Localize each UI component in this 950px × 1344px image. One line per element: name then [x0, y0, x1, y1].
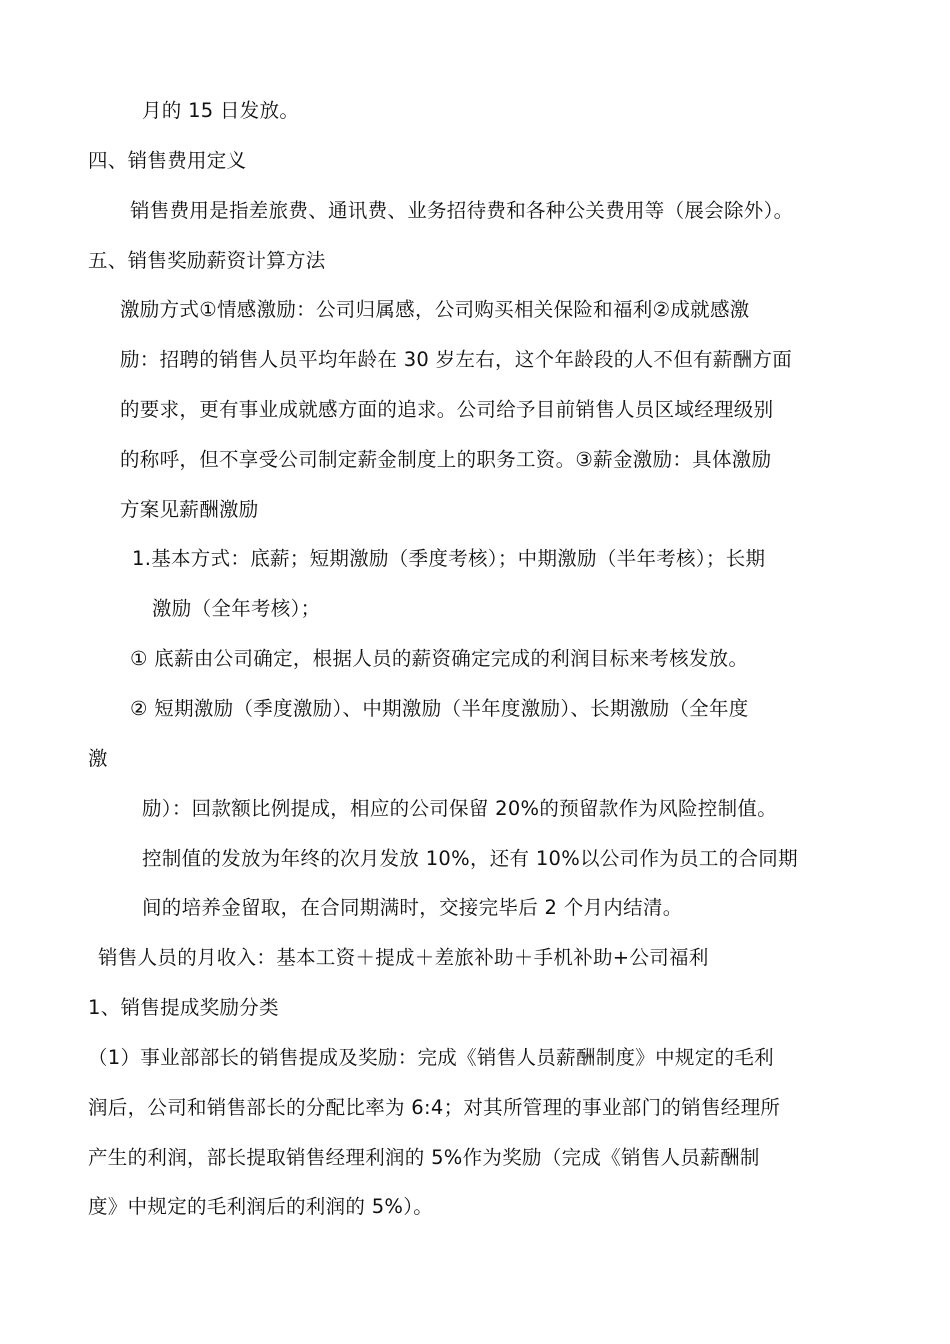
text-line: 方案见薪酬激励 [120, 498, 259, 521]
text-line: 1.基本方式：底薪；短期激励（季度考核）；中期激励（半年考核）；长期 [132, 547, 766, 570]
text-line: 激 [88, 747, 108, 770]
list-item: ② 短期激励（季度激励）、中期激励（半年度激励）、长期激励（全年度 [130, 697, 749, 720]
text-line: 的称呼，但不享受公司制定薪金制度上的职务工资。③薪金激励：具体激励 [120, 448, 772, 471]
text-line: 间的培养金留取，在合同期满时，交接完毕后 2 个月内结清。 [142, 896, 683, 919]
text-line: 激励方式①情感激励：公司归属感，公司购买相关保险和福利②成就感激 [120, 298, 750, 321]
text-line: 月的 15 日发放。 [142, 99, 300, 122]
text-line: 销售人员的月收入：基本工资＋提成＋差旅补助＋手机补助+公司福利 [98, 946, 709, 969]
section-heading: 1、销售提成奖励分类 [88, 996, 279, 1019]
section-heading: 四、销售费用定义 [88, 149, 247, 172]
text-line: 销售费用是指差旅费、通讯费、业务招待费和各种公关费用等（展会除外）。 [130, 199, 794, 222]
text-line: 控制值的发放为年终的次月发放 10%，还有 10%以公司作为员工的合同期 [142, 847, 798, 870]
text-line: （1）事业部部长的销售提成及奖励：完成《销售人员薪酬制度》中规定的毛利 [88, 1046, 774, 1069]
text-line: 产生的利润，部长提取销售经理利润的 5%作为奖励（完成《销售人员薪酬制 [88, 1146, 760, 1169]
text-line: 励：招聘的销售人员平均年龄在 30 岁左右，这个年龄段的人不但有薪酬方面 [120, 348, 793, 371]
text-line: 度》中规定的毛利润后的利润的 5%）。 [88, 1195, 434, 1218]
text-line: 励）：回款额比例提成，相应的公司保留 20%的预留款作为风险控制值。 [142, 797, 777, 820]
section-heading: 五、销售奖励薪资计算方法 [88, 249, 326, 272]
list-item: ① 底薪由公司确定，根据人员的薪资确定完成的利润目标来考核发放。 [130, 647, 749, 670]
text-line: 激励（全年考核）； [152, 597, 321, 620]
text-line: 的要求，更有事业成就感方面的追求。公司给予目前销售人员区域经理级别 [120, 398, 774, 421]
text-line: 润后，公司和销售部长的分配比率为 6:4；对其所管理的事业部门的销售经理所 [88, 1096, 781, 1119]
